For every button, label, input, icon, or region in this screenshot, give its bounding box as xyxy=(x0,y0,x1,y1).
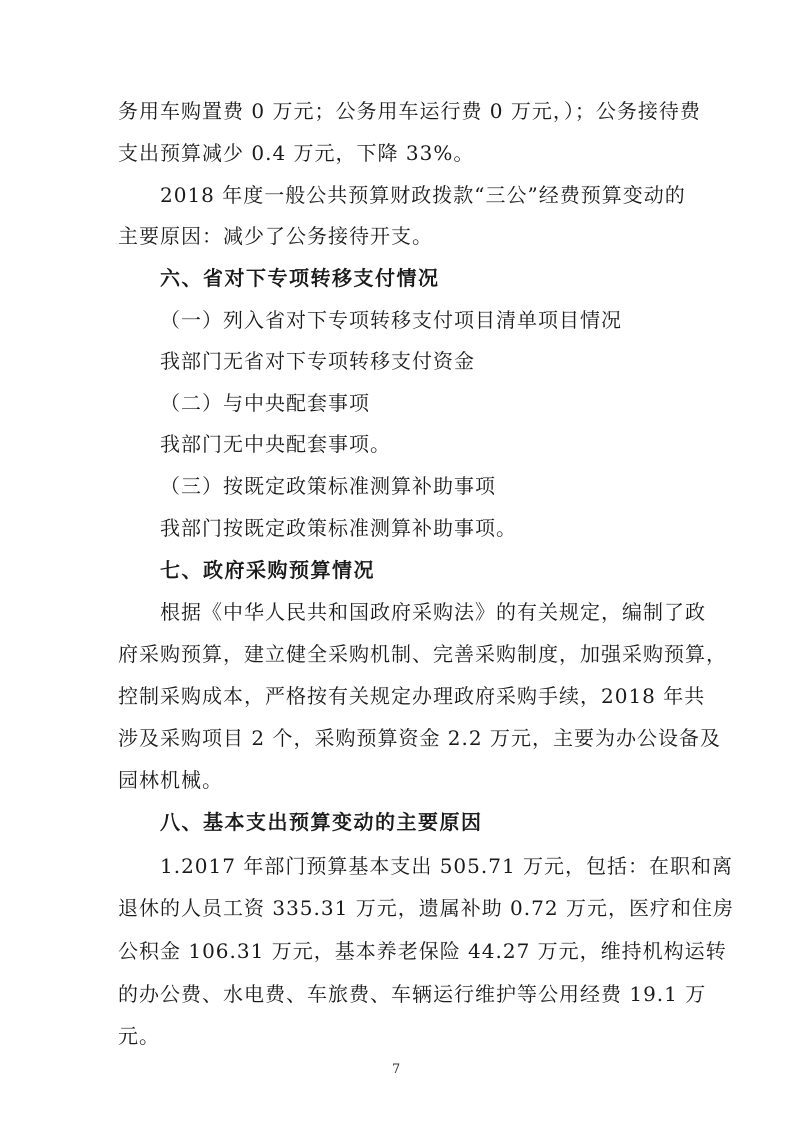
text-line: 控制采购成本，严格按有关规定办理政府采购手续，2018 年共 xyxy=(118,684,706,708)
text-line: 我部门按既定政策标准测算补助事项。 xyxy=(160,516,517,540)
text-line: 的办公费、水电费、车旅费、车辆运行维护等公用经费 19.1 万 xyxy=(118,982,707,1006)
subsection-heading: （三）按既定政策标准测算补助事项 xyxy=(160,474,496,498)
subsection-heading: （二）与中央配套事项 xyxy=(160,391,370,415)
text-line: 退休的人员工资 335.31 万元，遗属补助 0.72 万元，医疗和住房 xyxy=(118,896,734,920)
section-heading: 六、省对下专项转移支付情况 xyxy=(160,266,440,290)
section-heading: 七、政府采购预算情况 xyxy=(160,558,375,582)
text-line: 根据《中华人民共和国政府采购法》的有关规定，编制了政 xyxy=(160,600,706,624)
text-line: 涉及采购项目 2 个，采购预算资金 2.2 万元，主要为办公设备及 xyxy=(118,726,721,750)
text-line: 我部门无省对下专项转移支付资金 xyxy=(160,349,475,373)
section-heading: 八、基本支出预算变动的主要原因 xyxy=(160,810,483,834)
text-line: 园林机械。 xyxy=(118,768,223,792)
text-line: 1.2017 年部门预算基本支出 505.71 万元，包括：在职和离 xyxy=(160,854,734,878)
text-line: 2018 年度一般公共预算财政拨款“三公”经费预算变动的 xyxy=(160,183,686,207)
text-line: 务用车购置费 0 万元；公务用车运行费 0 万元，）；公务接待费 xyxy=(118,99,701,123)
text-line: 府采购预算，建立健全采购机制、完善采购制度，加强采购预算， xyxy=(118,642,727,666)
text-line: 公积金 106.31 万元，基本养老保险 44.27 万元，维持机构运转 xyxy=(118,939,727,963)
text-line: 支出预算减少 0.4 万元，下降 33%。 xyxy=(118,141,475,165)
subsection-heading: （一）列入省对下专项转移支付项目清单项目情况 xyxy=(160,308,622,332)
text-line: 主要原因：减少了公务接待开支。 xyxy=(118,224,433,248)
page-number: 7 xyxy=(392,1062,401,1077)
text-line: 元。 xyxy=(118,1024,160,1048)
text-line: 我部门无中央配套事项。 xyxy=(160,432,391,456)
